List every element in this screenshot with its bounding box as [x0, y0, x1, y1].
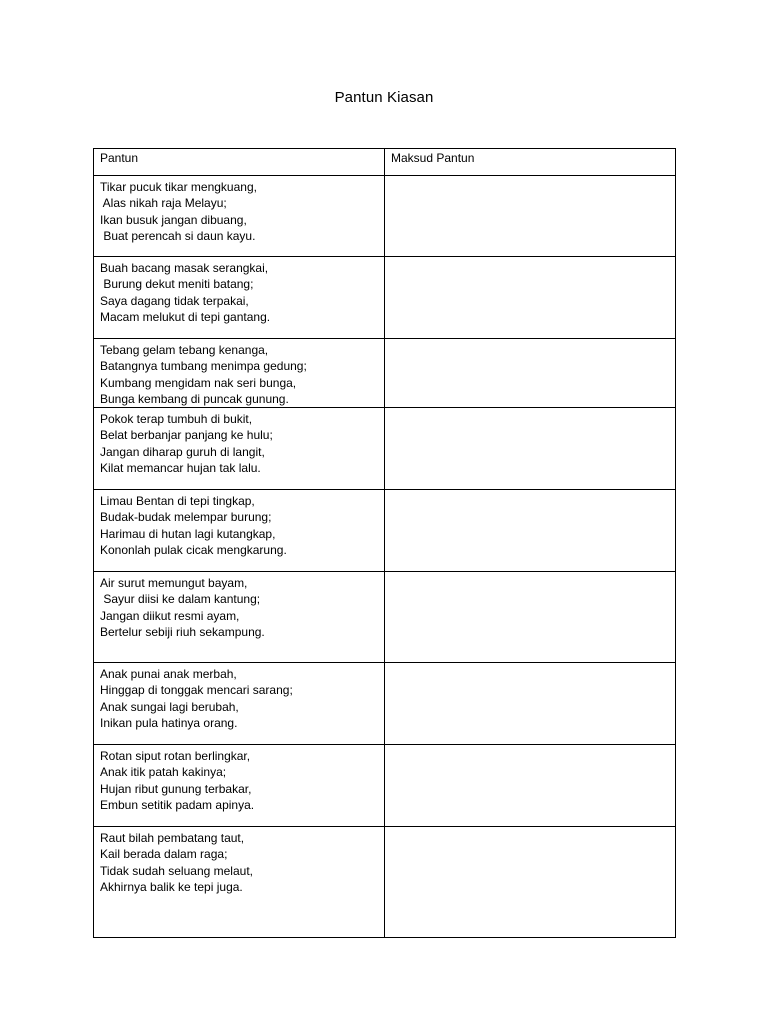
- pantun-cell: [94, 176, 385, 257]
- pantun-line: Jangan diikut resmi ayam,: [100, 608, 240, 623]
- table-row: [94, 408, 676, 490]
- maksud-pantun-cell[interactable]: [385, 490, 676, 572]
- maksud-pantun-cell[interactable]: [385, 339, 676, 408]
- table-row: [94, 490, 676, 572]
- maksud-pantun-cell[interactable]: [385, 745, 676, 827]
- table-row: [94, 257, 676, 339]
- pantun-line: Harimau di hutan lagi kutangkap,: [100, 526, 276, 541]
- pantun-line: Embun setitik padam apinya.: [100, 798, 255, 813]
- pantun-line: Raut bilah pembatang taut,: [100, 831, 245, 846]
- pantun-line: Anak itik patah kakinya;: [100, 765, 227, 780]
- header-maksud-pantun: Maksud Pantun: [385, 149, 676, 176]
- pantun-line: Belat berbanjar panjang ke hulu;: [100, 428, 273, 443]
- table-row: [94, 827, 676, 938]
- pantun-cell: [94, 663, 385, 745]
- page-title: Pantun Kiasan: [334, 89, 434, 106]
- pantun-table: [93, 148, 676, 938]
- pantun-line: Saya dagang tidak terpakai,: [100, 293, 249, 308]
- pantun-line: Jangan diharap guruh di langit,: [100, 444, 265, 459]
- table-row: [94, 176, 676, 257]
- maksud-pantun-cell[interactable]: [385, 663, 676, 745]
- pantun-line: Burung dekut meniti batang;: [100, 277, 254, 292]
- pantun-line: Hujan ribut gunung terbakar,: [100, 781, 252, 796]
- maksud-pantun-cell[interactable]: [385, 572, 676, 663]
- pantun-line: Anak sungai lagi berubah,: [100, 699, 239, 714]
- pantun-line: Kononlah pulak cicak mengkarung.: [100, 543, 287, 558]
- pantun-line: Budak-budak melempar burung;: [100, 510, 272, 525]
- pantun-line: Buat perencah si daun kayu.: [100, 228, 256, 243]
- pantun-line: Kumbang mengidam nak seri bunga,: [100, 375, 297, 390]
- pantun-line: Kilat memancar hujan tak lalu.: [100, 461, 261, 476]
- pantun-line: Buah bacang masak serangkai,: [100, 261, 269, 275]
- pantun-line: Kail berada dalam raga;: [100, 847, 228, 862]
- pantun-line: Limau Bentan di tepi tingkap,: [100, 494, 255, 509]
- table-row: [94, 745, 676, 827]
- pantun-line: Anak punai anak merbah,: [100, 667, 237, 682]
- table-row: [94, 663, 676, 745]
- maksud-pantun-cell[interactable]: [385, 176, 676, 257]
- pantun-line: Pokok terap tumbuh di bukit,: [100, 412, 253, 427]
- pantun-line: Rotan siput rotan berlingkar,: [100, 749, 251, 764]
- pantun-cell: [94, 827, 385, 938]
- maksud-pantun-cell[interactable]: [385, 257, 676, 339]
- pantun-line: Tidak sudah seluang melaut,: [100, 863, 253, 878]
- header-pantun: Pantun: [94, 149, 385, 176]
- pantun-line: Air surut memungut bayam,: [100, 576, 248, 591]
- pantun-cell: [94, 572, 385, 663]
- pantun-line: Tebang gelam tebang kenanga,: [100, 343, 269, 357]
- table-row: [94, 339, 676, 408]
- pantun-line: Bunga kembang di puncak gunung.: [100, 391, 289, 406]
- pantun-line: Sayur diisi ke dalam kantung;: [100, 592, 261, 607]
- pantun-line: Alas nikah raja Melayu;: [100, 196, 227, 211]
- pantun-line: Hinggap di tonggak mencari sarang;: [100, 683, 293, 698]
- maksud-pantun-cell[interactable]: [385, 827, 676, 938]
- pantun-line: Akhirnya balik ke tepi juga.: [100, 880, 243, 895]
- pantun-line: Batangnya tumbang menimpa gedung;: [100, 359, 307, 374]
- pantun-line: Ikan busuk jangan dibuang,: [100, 212, 247, 227]
- pantun-line: Bertelur sebiji riuh sekampung.: [100, 625, 265, 640]
- pantun-cell: [94, 339, 385, 408]
- pantun-line: Inikan pula hatinya orang.: [100, 716, 238, 731]
- pantun-cell: [94, 745, 385, 827]
- pantun-line: Tikar pucuk tikar mengkuang,: [100, 180, 257, 194]
- table-header-row: [94, 149, 676, 176]
- pantun-cell: [94, 257, 385, 339]
- maksud-pantun-cell[interactable]: [385, 408, 676, 490]
- pantun-cell: [94, 490, 385, 572]
- pantun-line: Macam melukut di tepi gantang.: [100, 309, 271, 324]
- table-row: [94, 572, 676, 663]
- pantun-cell: [94, 408, 385, 490]
